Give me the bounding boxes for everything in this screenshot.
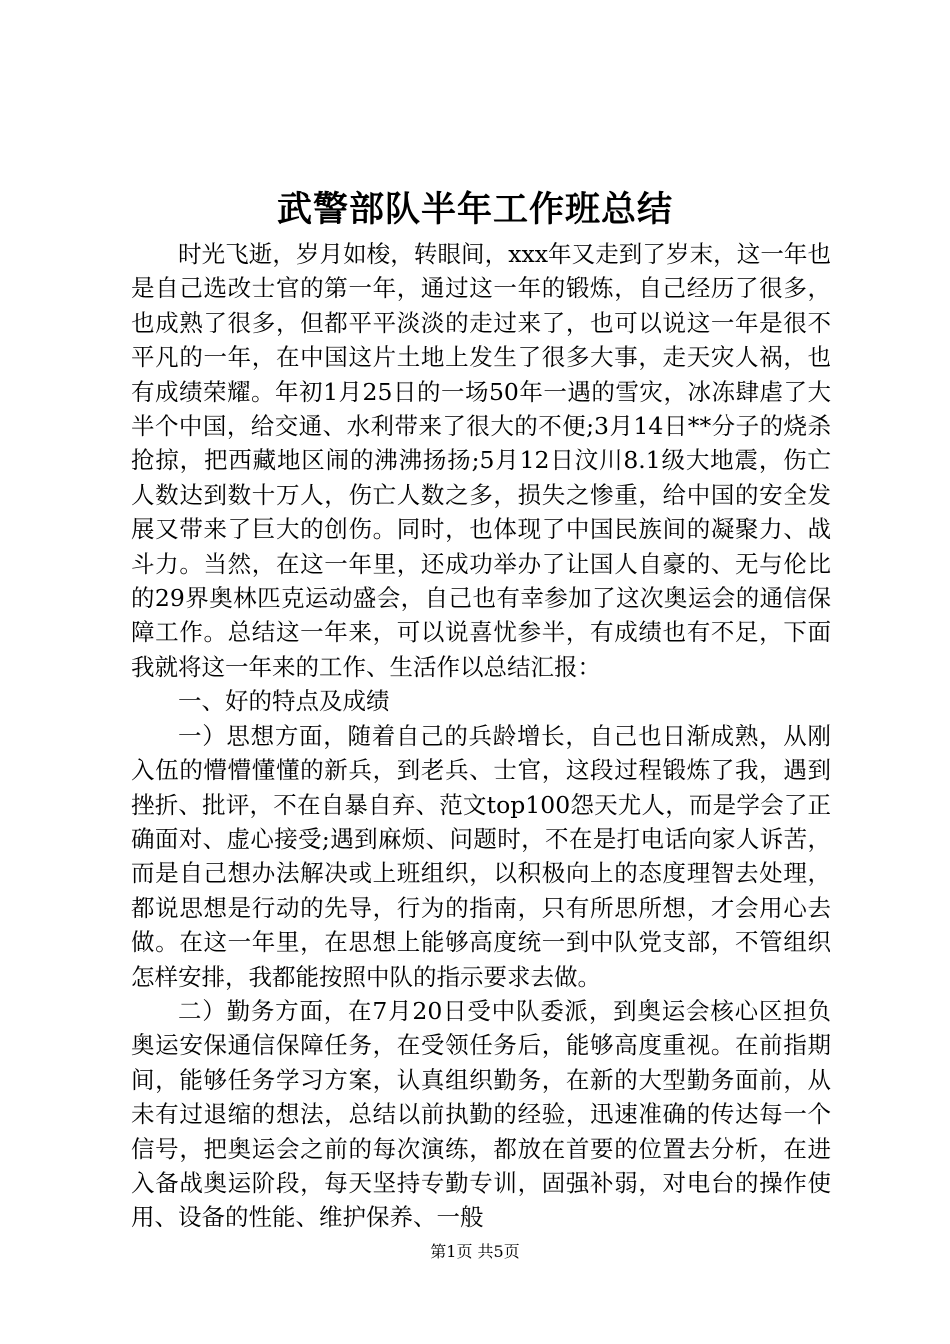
paragraph-duty: 二）勤务方面，在7月20日受中队委派，到奥运会核心区担负奥运安保通信保障任务，在受领任务后，能够高度重视。在前指期间，能够任务学习方案，认真组织勤务，在新的大型勤务面前，从未有过退缩的想法，总结以前执勤的经验，迅速准确的传达每一个信号，把奥运会之前的每次演练，都放在首要的位置去分析，在进入备战奥运阶段，每天坚持专勤专训，固强补弱，对电台的操作使用、设备的性能、维护保养、一般 <box>131 996 831 1232</box>
document-body <box>131 237 831 1235</box>
paragraph-thought: 一）思想方面，随着自己的兵龄增长，自己也日渐成熟，从刚入伍的懵懵懂懂的新兵，到老兵、士官，这段过程锻炼了我，遇到挫折、批评，不在自暴自弃、范文top100怨天尤人，而是学会了正确面对、虚心接受;遇到麻烦、问题时，不在是打电话向家人诉苦，而是自己想办法解决或上班组织，以积极向上的态度理智去处理，都说思想是行动的先导，行为的指南，只有所思所想，才会用心去做。在这一年里，在思想上能够高度统一到中队党支部，不管组织怎样安排，我都能按照中队的指示要求去做。 <box>131 721 831 991</box>
section-heading: 一、好的特点及成绩 <box>178 687 390 716</box>
paragraph-intro: 时光飞逝，岁月如梭，转眼间，xxx年又走到了岁末，这一年也是自己选改士官的第一年，通过这一年的锻炼，自己经历了很多，也成熟了很多，但都平平淡淡的走过来了，也可以说这一年是很不平凡的一年，在中国这片土地上发生了很多大事，走天灾人祸，也有成绩荣耀。年初1月25日的一场50年一遇的雪灾，冰冻肆虐了大半个中国，给交通、水利带来了很大的不便;3月14日**分子的烧杀抢掠，把西藏地区闹的沸沸扬扬;5月12日汶川8.1级大地震，伤亡人数达到数十万人，伤亡人数之多，损失之惨重，给中国的安全发展又带来了巨大的创伤。同时，也体现了中国民族间的凝聚力、战斗力。当然，在这一年里，还成功举办了让国人自豪的、无与伦比的29界奥林匹克运动盛会，自己也有幸参加了这次奥运会的通信保障工作。总结这一年来，可以说喜忧参半，有成绩也有不足，下面我就将这一年来的工作、生活作以总结汇报： <box>131 240 831 681</box>
document-title: 武警部队半年工作班总结 <box>276 189 673 230</box>
page-footer: 第1页 共5页 <box>430 1242 520 1261</box>
